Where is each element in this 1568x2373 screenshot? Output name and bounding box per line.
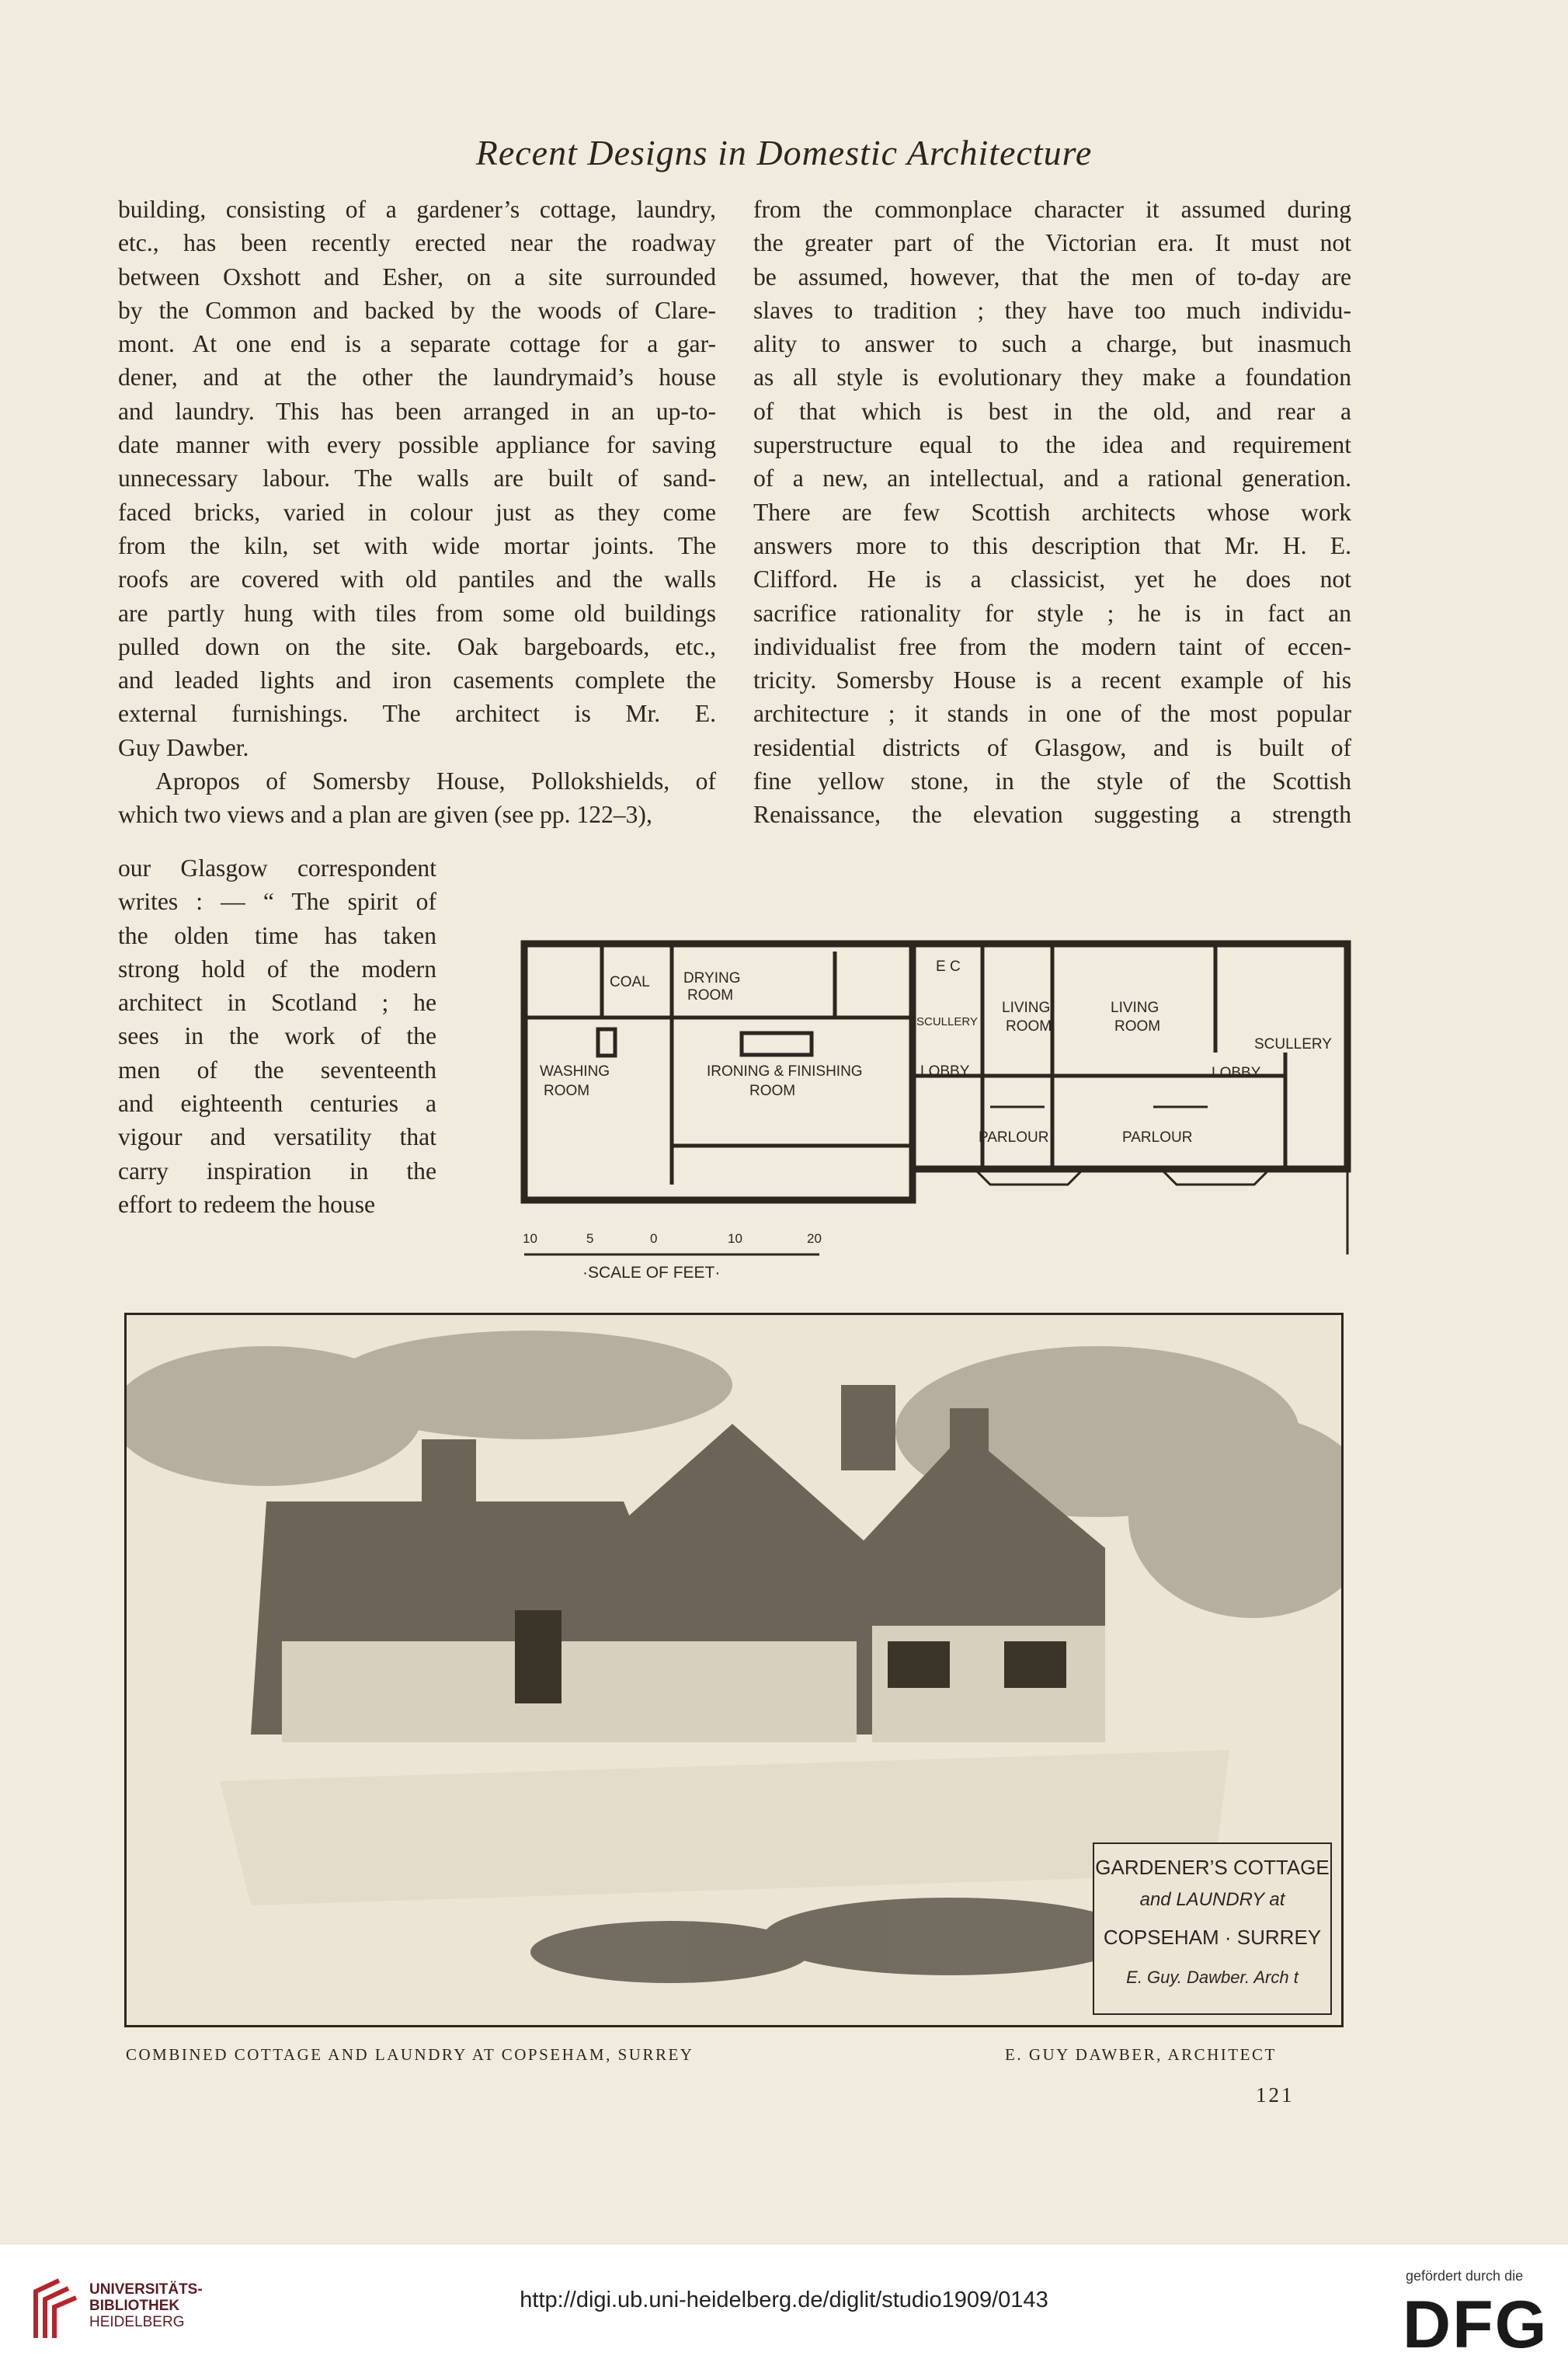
scale-tick-0: 0 — [650, 1231, 658, 1246]
text-line: individualist free from the modern taint of eccen- — [753, 632, 1351, 660]
text-line: ality to answer to such a charge, but inasmuch — [753, 330, 1351, 358]
plan-label-lobby-2: LOBBY — [1212, 1065, 1261, 1081]
text-line: roofs are covered with old pantiles and the walls — [118, 565, 716, 593]
floor-plan — [509, 928, 1363, 1286]
caption-left: COMBINED COTTAGE AND LAUNDRY AT COPSEHAM, SURREY — [126, 2045, 694, 2064]
scale-tick-5: 5 — [586, 1231, 594, 1246]
funding-note: gefördert durch die — [1406, 2268, 1524, 2284]
plan-label-coal: COAL — [610, 974, 650, 990]
text-line: vigour and versatility that — [118, 1123, 436, 1151]
text-line: answers more to this description that Mr. H. E. — [753, 531, 1351, 559]
plan-label-drying: DRYING — [683, 970, 741, 986]
text-line: Clifford. He is a classicist, yet he does not — [753, 565, 1351, 593]
text-line: between Oxshott and Esher, on a site surrounded — [118, 263, 716, 291]
scale-tick-10b: 10 — [728, 1231, 742, 1246]
plan-label-living-1: LIVING — [1002, 1000, 1051, 1016]
text-line: by the Common and backed by the woods of Clare- — [118, 296, 716, 324]
running-head: Recent Designs in Domestic Architecture — [475, 133, 1093, 172]
plan-label-drying-room: ROOM — [687, 987, 734, 1004]
text-line: and leaded lights and iron casements complete the — [118, 666, 716, 694]
text-line: architecture ; it stands in one of the most popular — [753, 700, 1351, 728]
text-line: effort to redeem the house — [118, 1190, 376, 1218]
text-line: Renaissance, the elevation suggesting a strength — [753, 801, 1351, 829]
scale-label: ·SCALE OF FEET· — [582, 1264, 721, 1282]
text-line: residential districts of Glasgow, and is built of — [753, 733, 1351, 761]
plan-label-lobby-1: LOBBY — [920, 1063, 970, 1080]
library-line-1: UNIVERSITÄTS- — [89, 2281, 203, 2298]
text-line: are partly hung with tiles from some old buildings — [118, 599, 716, 627]
cartouche-line-3: COPSEHAM · SURREY — [1103, 1926, 1322, 1949]
text-line: faced bricks, varied in colour just as they come — [118, 498, 716, 526]
text-line: slaves to tradition ; they have too much individu- — [753, 296, 1351, 324]
plan-label-washing-room: ROOM — [544, 1083, 590, 1099]
text-line: be assumed, however, that the men of to-day are — [753, 263, 1351, 291]
text-line: external furnishings. The architect is Mr. E. — [118, 700, 716, 728]
text-line: Apropos of Somersby House, Pollokshields, of — [155, 767, 716, 795]
library-line-2: BIBLIOTHEK — [89, 2298, 180, 2314]
plan-label-living-2: LIVING — [1111, 1000, 1159, 1016]
cottage-engraving — [124, 1313, 1344, 2027]
text-line: which two views and a plan are given (see pp. 122–3), — [118, 801, 652, 829]
page-number: 121 — [1256, 2083, 1295, 2107]
cartouche-line-4: E. Guy. Dawber. Arch t — [1126, 1968, 1299, 1987]
text-line: building, consisting of a gardener’s cottage, laundry, — [118, 196, 716, 223]
text-line: from the kiln, set with wide mortar joints. The — [118, 531, 716, 559]
plan-label-parlour-1: PARLOUR — [979, 1129, 1049, 1146]
text-line: superstructure equal to the idea and requirement — [753, 431, 1351, 459]
plan-label-ec: E C — [936, 959, 961, 975]
text-line: fine yellow stone, in the style of the Scottish — [753, 767, 1351, 795]
text-line: carry inspiration in the — [118, 1157, 436, 1185]
plan-label-scullery-small: SCULLERY — [916, 1015, 978, 1028]
plan-label-parlour-2: PARLOUR — [1122, 1129, 1193, 1146]
plan-label-living-1-room: ROOM — [1006, 1018, 1052, 1035]
text-line: There are few Scottish architects whose work — [753, 498, 1351, 526]
text-line: sacrifice rationality for style ; he is in fact an — [753, 599, 1351, 627]
text-line: mont. At one end is a separate cottage for a gar- — [118, 330, 716, 358]
text-line: and eighteenth centuries a — [118, 1090, 436, 1118]
text-line: pulled down on the site. Oak bargeboards, etc., — [118, 632, 716, 660]
left-wrap-column — [118, 851, 436, 1221]
text-line: of that which is best in the old, and rear a — [753, 397, 1351, 425]
left-column — [118, 193, 716, 832]
text-line: dener, and at the other the laundrymaid’s house — [118, 364, 716, 391]
cartouche-line-1: GARDENER’S COTTAGE — [1095, 1856, 1330, 1879]
text-line: tricity. Somersby House is a recent example of his — [753, 666, 1351, 694]
text-line: men of the seventeenth — [118, 1056, 436, 1084]
right-column — [753, 193, 1351, 832]
text-line: from the commonplace character it assumed during — [753, 196, 1351, 223]
plan-label-washing: WASHING — [540, 1063, 610, 1080]
text-line: our Glasgow correspondent — [118, 854, 436, 882]
text-line: date manner with every possible appliance for saving — [118, 431, 716, 459]
text-line: etc., has been recently erected near the roadway — [118, 229, 716, 257]
text-line: of a new, an intellectual, and a rational generation. — [753, 465, 1351, 492]
text-line: unnecessary labour. The walls are built of sand- — [118, 465, 716, 492]
text-line: Guy Dawber. — [118, 733, 249, 761]
text-line: the greater part of the Victorian era. It must not — [753, 229, 1351, 257]
dfg-logo[interactable]: DFG — [1403, 2288, 1549, 2362]
caption-right: E. GUY DAWBER, ARCHITECT — [1005, 2045, 1277, 2064]
text-line: as all style is evolutionary they make a foundation — [753, 364, 1351, 391]
scale-tick-10a: 10 — [523, 1231, 537, 1246]
library-line-3: HEIDELBERG — [89, 2314, 185, 2330]
plan-label-ironing-room: ROOM — [749, 1083, 796, 1099]
plan-label-ironing: IRONING & FINISHING — [707, 1063, 863, 1080]
text-line: the olden time has taken — [118, 921, 436, 949]
text-line: architect in Scotland ; he — [118, 989, 436, 1017]
text-line: writes : — “ The spirit of — [118, 888, 436, 916]
permalink-url[interactable]: http://digi.ub.uni-heidelberg.de/diglit/studio1909/0143 — [520, 2288, 1048, 2312]
plan-label-scullery-right: SCULLERY — [1254, 1036, 1332, 1053]
text-line: sees in the work of the — [118, 1022, 436, 1050]
scale-tick-20: 20 — [807, 1231, 822, 1246]
text-line: and laundry. This has been arranged in an up-to- — [118, 397, 716, 425]
plan-label-living-2-room: ROOM — [1114, 1018, 1161, 1035]
text-line: strong hold of the modern — [118, 955, 436, 983]
cartouche-line-2: and LAUNDRY at — [1139, 1889, 1285, 1910]
